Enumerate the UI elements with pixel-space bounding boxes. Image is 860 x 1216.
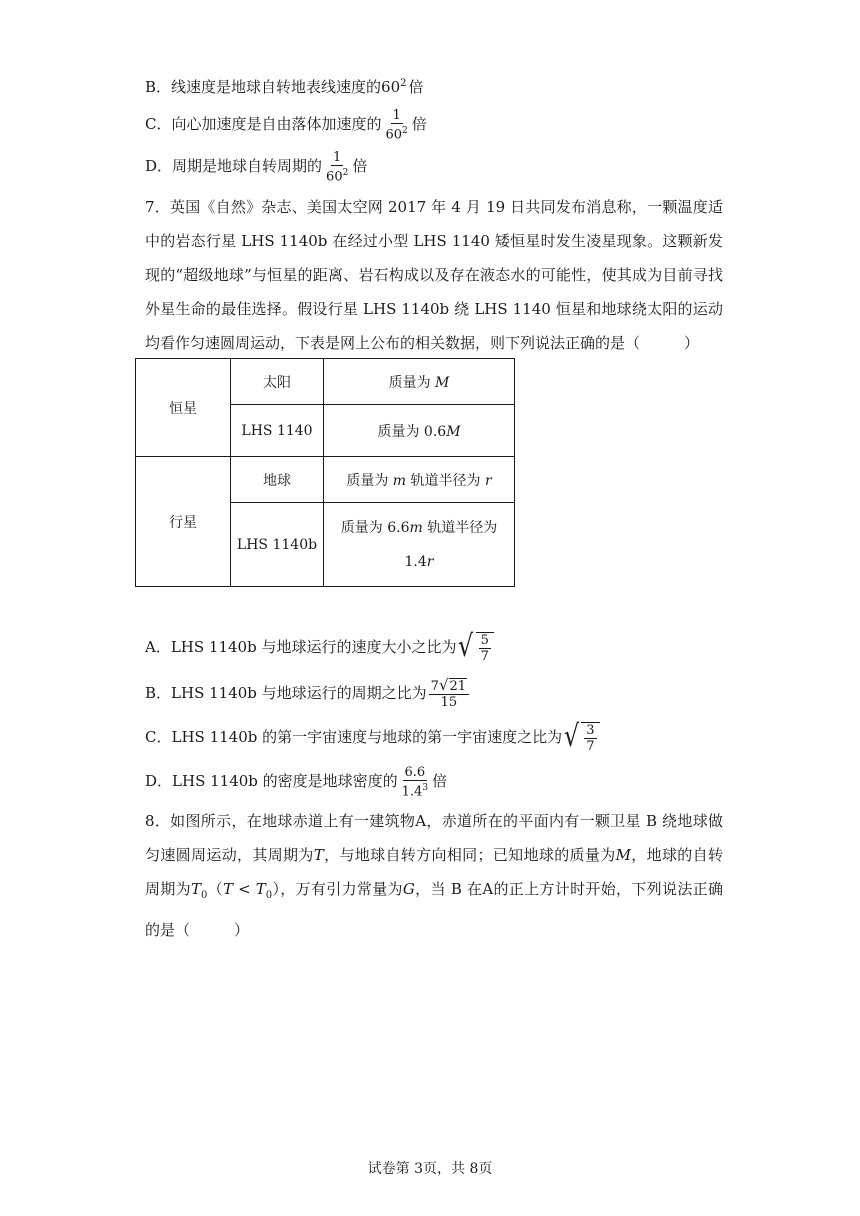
text: 轨道半径为 <box>427 519 498 536</box>
numerator: 6.6 <box>404 764 426 780</box>
variable: r <box>484 472 492 489</box>
stem-text: 7．英国《自然》杂志、美国太空网 2017 年 4 月 19 日共同发布消息称，一颗温度适中的岩态行星 LHS 1140b 在经过小型 LHS 1140 矮恒星时发生凌星现象。这颗新发现的“超级地球”与恒星的距离、岩石构成以及存在液态水的可能性，使其成为目前寻找外星生命的最佳选择。假设行星 LHS 1140b 绕 LHS 1140 恒星和地球绕太阳的运动均看作匀速圆周运动，下表是网上公布的相关数据，则下列说法正确的是（ <box>145 198 723 352</box>
square-root: √ $\frac{3}{7}$ <box>562 722 599 754</box>
q7-option-d <box>145 764 447 799</box>
exponent: 2 <box>342 168 349 178</box>
square-root: √ $\frac{5}{7}$ <box>456 632 493 664</box>
variable: M <box>446 423 461 440</box>
stem-end: ） <box>684 334 700 352</box>
denominator: 15 <box>440 695 458 710</box>
text: 质量为 6.6 <box>340 519 410 536</box>
denominator <box>324 166 350 184</box>
denominator: 7 <box>586 739 595 754</box>
number: 7 <box>430 679 439 694</box>
q6-option-c <box>145 108 427 142</box>
suffix: 倍 <box>432 772 448 790</box>
q7-option-b <box>145 676 471 710</box>
fraction <box>429 678 469 710</box>
subscript: 0 <box>200 890 208 901</box>
text: 的正上方计时开始，下列说法正确的是（ <box>145 880 723 939</box>
cell-lhs-mass <box>324 405 515 457</box>
group-planet: 行星 <box>136 457 231 587</box>
numerator <box>429 678 469 695</box>
variable: r <box>426 553 434 570</box>
cell-lhsb: LHS 1140b <box>231 503 324 587</box>
text: ，万有引力常量为 <box>280 880 403 898</box>
label-a: A <box>482 880 494 898</box>
number: 1.4 <box>401 784 423 800</box>
numerator: 5 <box>480 633 489 648</box>
stem-end: ） <box>234 921 250 939</box>
option-label: D． <box>145 157 173 176</box>
text: ，当 B 在 <box>414 880 483 898</box>
fraction <box>324 150 350 184</box>
numerator: 1 <box>392 108 401 123</box>
variable: M <box>435 374 450 391</box>
exponent: 2 <box>402 126 408 136</box>
variable: T <box>313 846 324 864</box>
fraction <box>479 633 491 664</box>
square-root: √ 21 <box>438 676 467 694</box>
number: 60 <box>326 169 343 185</box>
number: 60 <box>385 127 403 143</box>
exponent: 3 <box>422 782 429 793</box>
variable: T <box>190 880 201 898</box>
text: 质量为 0.6 <box>377 423 447 440</box>
subscript: 0 <box>265 890 273 901</box>
option-label: B． <box>145 78 172 96</box>
text: ，赤道所在的平面内有一颗卫星 B 绕地球做匀速圆周运动，其周期为 <box>145 812 724 864</box>
variable: T <box>223 880 234 898</box>
cell-earth: 地球 <box>231 457 324 503</box>
radicand: 21 <box>449 679 467 694</box>
variable: m <box>409 519 423 536</box>
cell-lhs: LHS 1140 <box>231 405 324 457</box>
suffix: 倍 <box>408 78 424 96</box>
text: ，地球的自转周期为 <box>145 846 723 898</box>
cell-lhsb-data <box>324 503 515 587</box>
denominator <box>384 124 410 142</box>
variable: G <box>402 880 415 898</box>
q7-option-c <box>145 720 600 754</box>
fraction <box>384 108 410 142</box>
denominator: 7 <box>480 649 489 664</box>
option-text: 线速度是地球自转地表线速度的 <box>171 78 382 96</box>
option-text: 周期是地球自转周期的 <box>172 157 323 176</box>
q6-option-b <box>145 74 424 97</box>
text: 8．如图所示，在地球赤道上有一建筑物 <box>145 812 416 830</box>
cell-sun: 太阳 <box>231 359 324 405</box>
label-a: A <box>415 812 427 830</box>
option-text: A．LHS 1140b 与地球运行的速度大小之比为 <box>145 638 457 656</box>
variable: T <box>255 880 266 898</box>
operator: < <box>233 880 256 898</box>
suffix: 倍 <box>352 157 368 176</box>
numerator: 3 <box>586 723 595 738</box>
variable: M <box>615 846 631 864</box>
variable: m <box>392 472 407 489</box>
denominator <box>400 781 430 799</box>
paren: （ <box>207 880 223 898</box>
suffix: 倍 <box>411 115 427 134</box>
number: 1.4 <box>404 553 427 570</box>
exponent: 2 <box>400 78 407 89</box>
option-text: D．LHS 1140b 的密度是地球密度的 <box>145 772 398 790</box>
q6-option-d <box>145 150 367 184</box>
q7-stem <box>145 190 723 360</box>
text: ，与地球自转方向相同；已知地球的质量为 <box>323 846 616 864</box>
numerator: 1 <box>333 150 342 165</box>
option-text: C．LHS 1140b 的第一宇宙速度与地球的第一宇宙速度之比为 <box>145 728 563 746</box>
option-text: 向心加速度是自由落体加速度的 <box>171 115 382 134</box>
group-star: 恒星 <box>136 359 231 457</box>
cell-earth-data <box>324 457 515 503</box>
text: 轨道半径为 <box>410 472 481 489</box>
q8-stem <box>145 804 723 947</box>
q7-option-a <box>145 630 494 664</box>
fraction <box>584 723 596 754</box>
number: 60 <box>381 78 401 96</box>
fraction <box>400 765 430 799</box>
text: 质量为 <box>388 374 431 391</box>
page-footer: 试卷第 3页，共 8页 <box>367 1161 493 1177</box>
option-text: B．LHS 1140b 与地球运行的周期之比为 <box>145 684 427 702</box>
data-table <box>135 358 515 587</box>
option-label: C． <box>145 115 172 134</box>
text: 质量为 <box>346 472 389 489</box>
paren: ） <box>272 880 281 898</box>
cell-sun-mass <box>324 359 515 405</box>
